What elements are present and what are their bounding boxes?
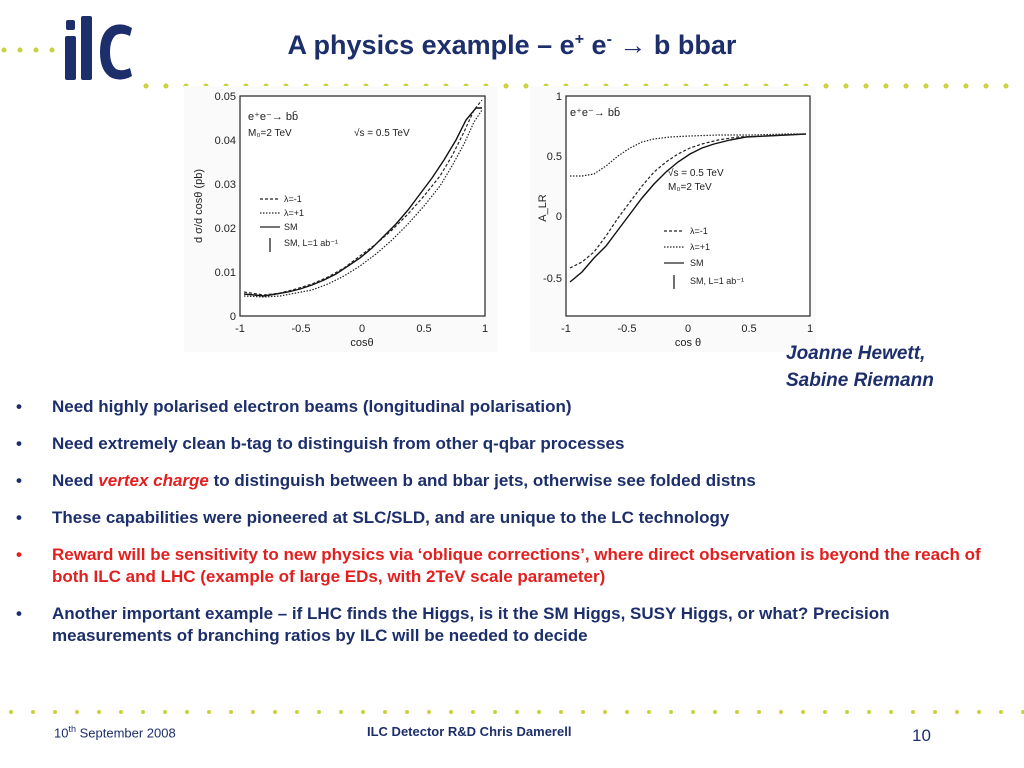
x-tick: -1 [561,323,571,335]
decorative-dot [735,710,739,714]
decorative-dot [904,84,909,89]
decorative-dot [889,710,893,714]
decorative-dot [75,710,79,714]
decorative-dot [823,710,827,714]
reaction-label: e⁺e⁻→ bb̄ [570,107,621,119]
y-tick: 0.04 [214,135,236,147]
decorative-dot [537,710,541,714]
decorative-dot [9,710,13,714]
legend-entry: SM, L=1 ab⁻¹ [690,276,745,286]
y-tick: -0.5 [543,273,562,285]
decorative-dot [339,710,343,714]
x-tick: -0.5 [617,323,637,335]
legend-entry: λ=+1 [284,208,305,218]
decorative-dot [801,710,805,714]
bullet-item: • Another important example – if LHC finds the Higgs, is it the SM Higgs, SUSY Higgs, or what? Precision measurements of branching ratios by ILC will be needed to decide [16,604,890,645]
x-axis-label: cos θ [674,337,702,349]
legend-entry: λ=+1 [690,242,711,252]
decorative-dot [625,710,629,714]
decorative-dot [31,710,35,714]
x-tick: 0 [684,323,692,335]
decorative-dots-footer [0,706,1024,718]
decorative-dot [97,710,101,714]
md-label: M₀=2 TeV [668,182,712,193]
slide-title: A physics example – e+ e- → b bbar [287,30,737,60]
bullet-item: • Need extremely clean b-tag to distinguish from other q-qbar processes [16,434,625,453]
decorative-dot [53,710,57,714]
decorative-dot [999,710,1003,714]
y-tick: 0.01 [214,267,236,279]
x-tick: 0.5 [416,323,432,335]
decorative-dot [144,84,149,89]
decorative-dot [944,84,949,89]
decorative-dot [1004,84,1009,89]
decorative-dot [844,84,849,89]
decorative-dot [493,710,497,714]
decorative-dot [295,710,299,714]
credit-line: Joanne Hewett, [786,343,926,364]
decorative-dot [757,710,761,714]
plot-cross-section [184,86,498,352]
decorative-dot [449,710,453,714]
decorative-dot [713,710,717,714]
decorative-dot [141,710,145,714]
decorative-dot [779,710,783,714]
y-tick: 0.5 [546,151,562,163]
x-tick: 1 [806,323,814,335]
decorative-dot [471,710,475,714]
decorative-dot [955,710,959,714]
md-label: M₀=2 TeV [248,128,292,139]
decorative-dot [603,710,607,714]
decorative-dot [845,710,849,714]
y-tick: 0.03 [214,179,236,191]
legend-entry: SM [284,222,298,232]
decorative-dot [524,84,529,89]
y-axis-label: A_LR [537,194,549,222]
reaction-label: e⁺e⁻→ bb̄ [248,111,299,123]
decorative-dot [273,710,277,714]
legend-entry: SM, L=1 ab⁻¹ [284,238,339,248]
legend-entry: λ=-1 [690,226,708,236]
footer-title: ILC Detector R&D Chris Damerell [367,724,572,739]
decorative-dot [119,710,123,714]
bullet-item: • Need vertex charge to distinguish between b and bbar jets, otherwise see folded distns [16,471,756,490]
decorative-dot [383,710,387,714]
decorative-dot [559,710,563,714]
decorative-dot [251,710,255,714]
y-axis-label: d σ/d cosθ (pb) [193,168,205,244]
bullet-list [14,396,1014,662]
decorative-dot [647,710,651,714]
x-tick: -0.5 [291,323,311,335]
page-number: 10 [912,726,931,745]
decorative-dot [405,710,409,714]
credit-authors [786,340,934,394]
decorative-dot [361,710,365,714]
decorative-dot [964,84,969,89]
x-tick: 0.5 [741,323,757,335]
decorative-dot [911,710,915,714]
legend-entry: λ=-1 [284,194,302,204]
y-tick: 0 [229,311,236,323]
sqrt-s-label: √s = 0.5 TeV [668,168,724,179]
decorative-dot [977,710,981,714]
decorative-dot [924,84,929,89]
decorative-dot [867,710,871,714]
decorative-dot [864,84,869,89]
decorative-dot [884,84,889,89]
bullet-item: • These capabilities were pioneered at SLC/SLD, and are unique to the LC technology [16,508,730,527]
footer-date: 10th September 2008 [54,724,176,741]
x-tick: -1 [235,323,245,335]
decorative-dot [229,710,233,714]
decorative-dot [984,84,989,89]
credit-line: Sabine Riemann [786,370,934,391]
x-tick: 0 [358,323,366,335]
y-tick: 0.02 [214,223,236,235]
y-tick: 0.05 [214,91,236,103]
decorative-dot [515,710,519,714]
decorative-dot [824,84,829,89]
decorative-dot [504,84,509,89]
highlight-vertex-charge: vertex charge [98,471,209,490]
decorative-dot [163,710,167,714]
decorative-dot [691,710,695,714]
decorative-dot [164,84,169,89]
y-tick: 1 [555,91,562,103]
decorative-dot [185,710,189,714]
decorative-dot [207,710,211,714]
bullet-item: • Need highly polarised electron beams (longitudinal polarisation) [16,397,572,416]
bullet-item-highlight: • Reward will be sensitivity to new physics via ‘oblique corrections’, where direct observation is beyond the reach of both ILC and LHC (example of large EDs, with 2TeV scale parameter) [16,545,981,586]
x-tick: 1 [481,323,489,335]
y-tick: 0 [555,211,562,223]
legend-entry: SM [690,258,704,268]
decorative-dot [933,710,937,714]
decorative-dot [427,710,431,714]
sqrt-s-label: √s = 0.5 TeV [354,128,410,139]
plot-asymmetry [530,86,816,352]
decorative-dot [317,710,321,714]
decorative-dot [581,710,585,714]
x-axis-label: cosθ [350,337,374,349]
decorative-dot [669,710,673,714]
